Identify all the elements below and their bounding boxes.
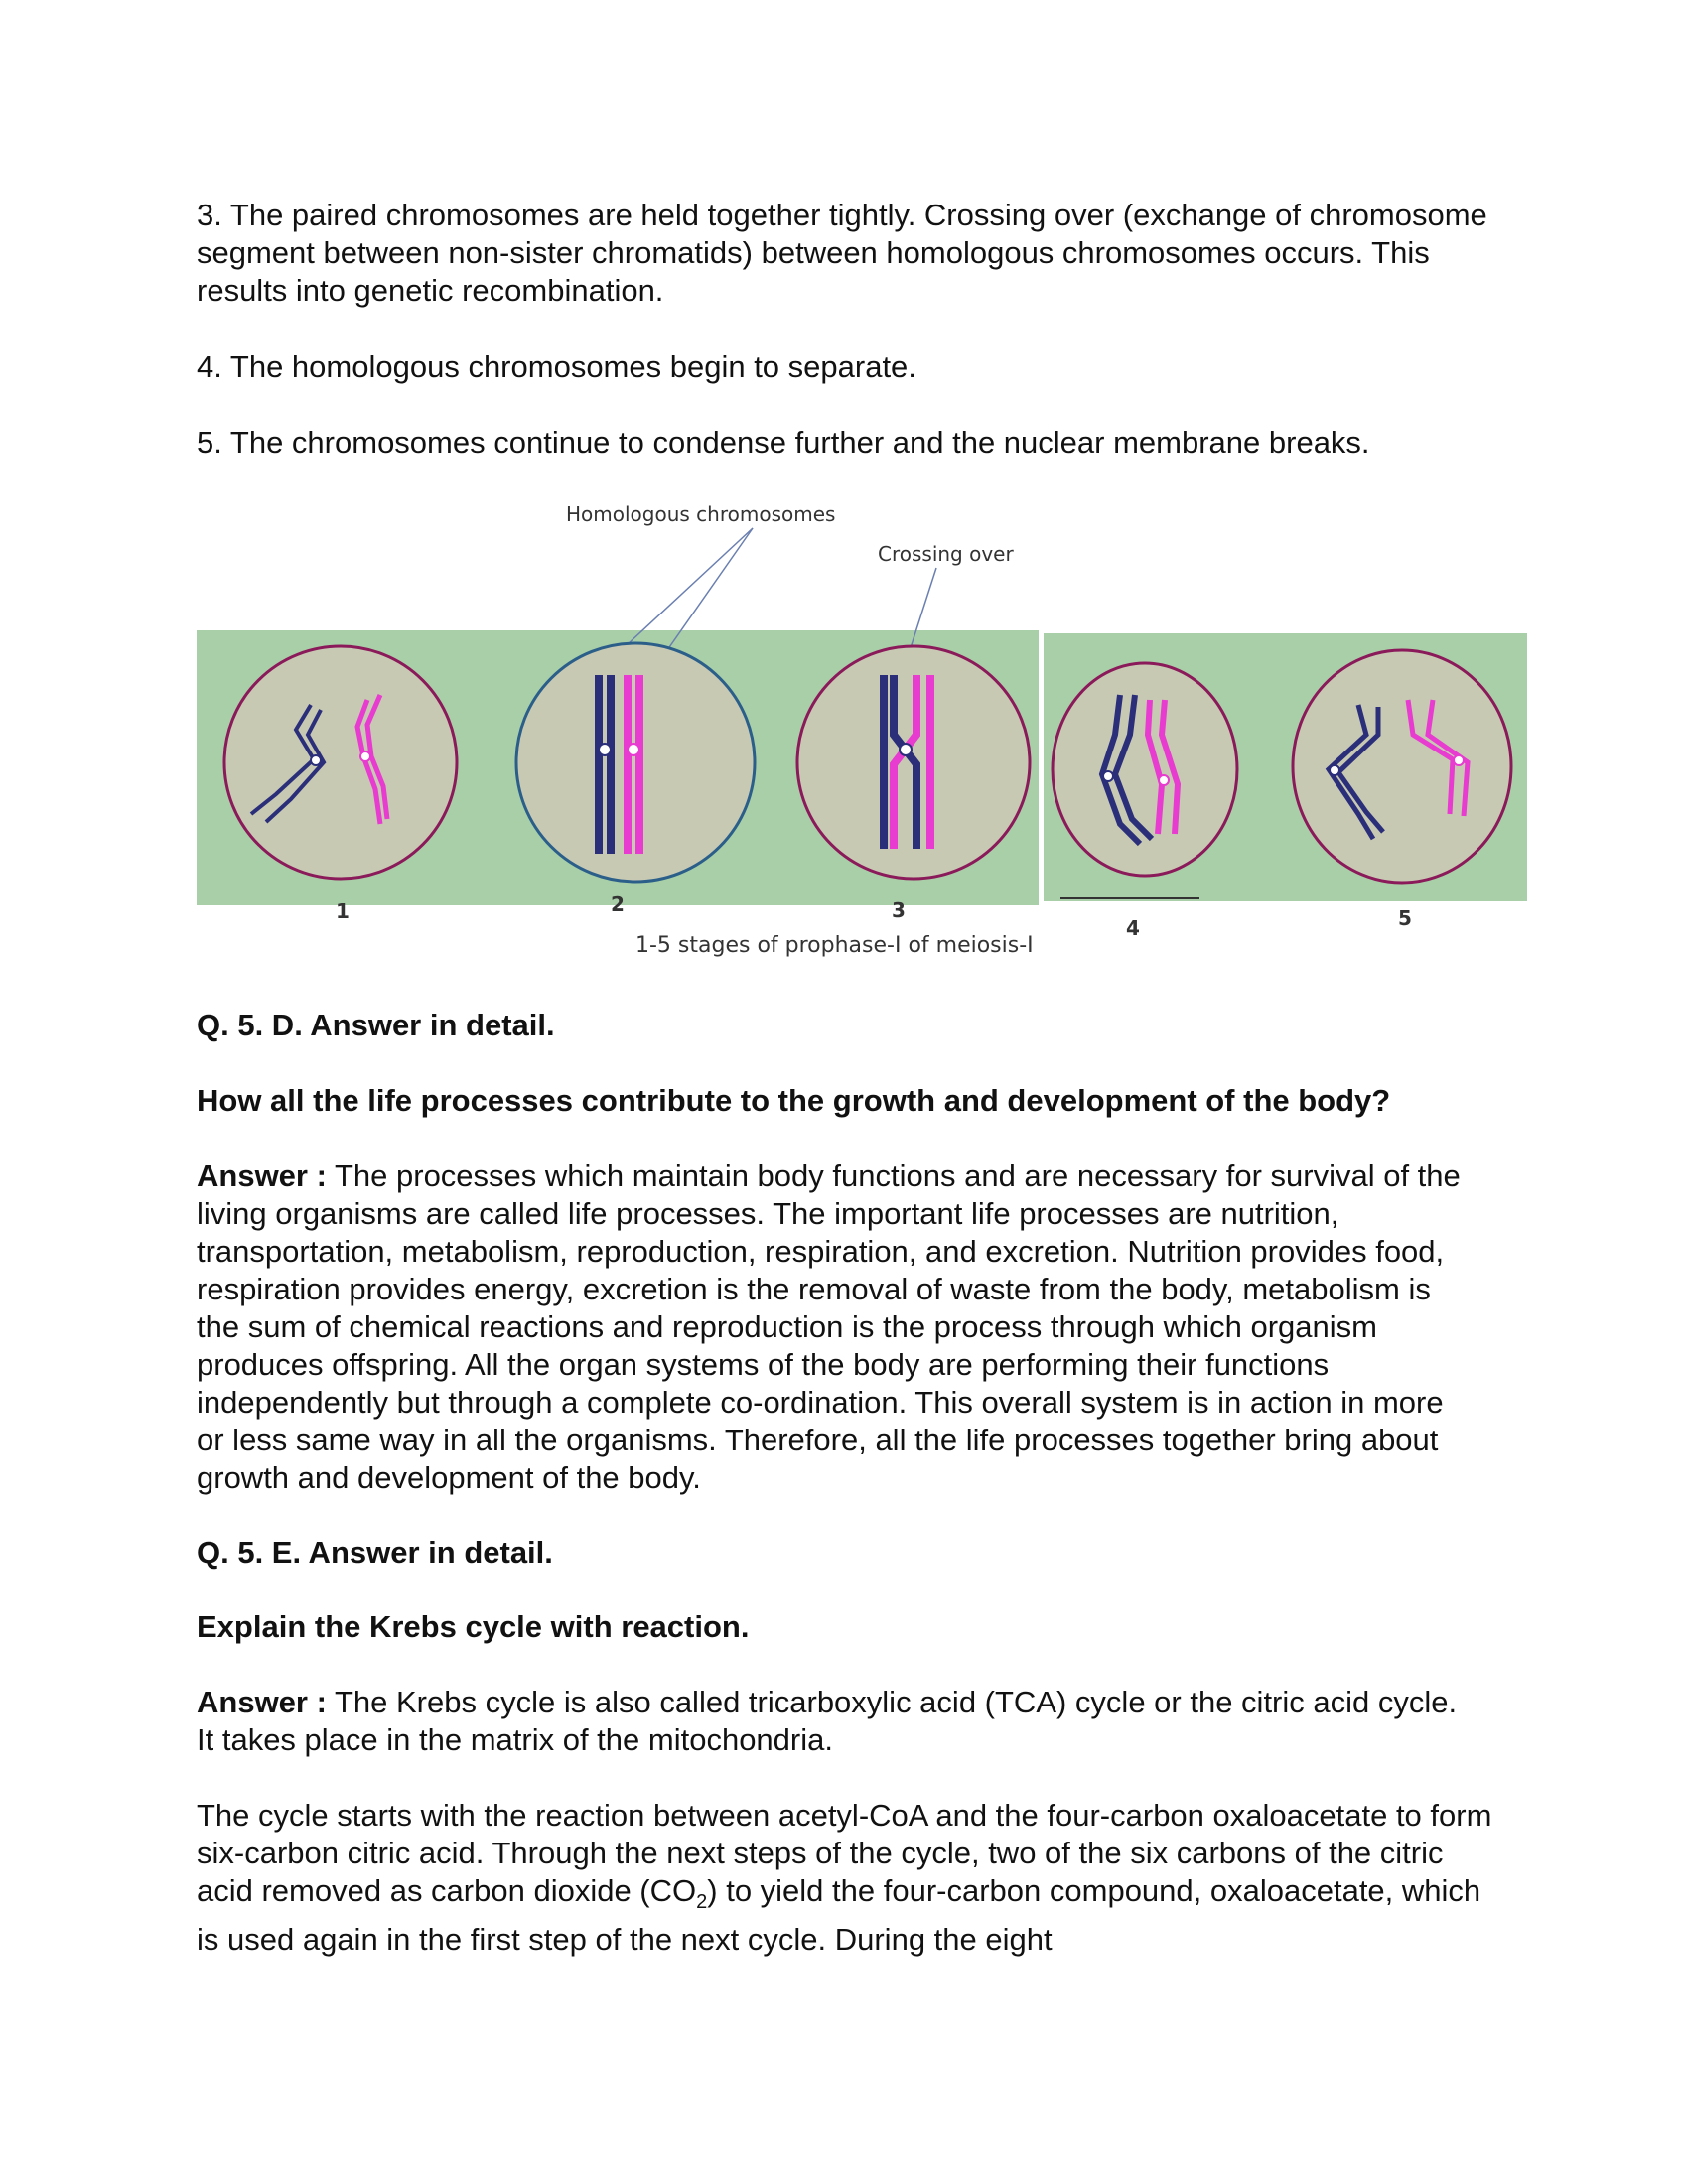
label-crossing-over: Crossing over (878, 542, 1014, 566)
pointer-line (627, 528, 753, 645)
q5d-question: How all the life processes contribute to the growth and development of the body? (197, 1083, 1391, 1118)
q5e-paragraph-2 (197, 1797, 1497, 1959)
q5e-heading: Q. 5. E. Answer in detail. (197, 1535, 553, 1570)
cell-stage-5 (1293, 650, 1511, 883)
cell-stage-3 (797, 646, 1030, 879)
stage-number: 2 (611, 892, 625, 916)
subscript: 2 (696, 1891, 708, 1914)
prophase-figure (197, 496, 1527, 973)
paragraph-text: ) to yield the four-carbon compound, oxaloacetate, which is used again in the first step of the next cycle. During the eight (197, 1873, 1481, 1958)
paragraph-text: The cycle starts with the reaction between acetyl-CoA and the four-carbon oxaloacetate to form six-carbon citric acid. Through the next steps of the cycle, two of the six carbons of the citric acid removed as carbon dioxide (CO (197, 1798, 1492, 1908)
q5e-answer (197, 1684, 1477, 1759)
stage-number: 5 (1398, 906, 1412, 930)
point-4: 4. The homologous chromosomes begin to separate. (197, 349, 916, 384)
cell-stage-2 (516, 643, 755, 882)
answer-label: Answer : (197, 1159, 327, 1193)
q5e-question: Explain the Krebs cycle with reaction. (197, 1609, 750, 1644)
cell-stage-1 (224, 646, 457, 879)
label-homologous: Homologous chromosomes (566, 502, 836, 526)
figure-caption: 1-5 stages of prophase-I of meiosis-I (635, 933, 1034, 958)
point-5: 5. The chromosomes continue to condense further and the nuclear membrane breaks. (197, 425, 1370, 460)
answer-text: The processes which maintain body functions and are necessary for survival of the living organisms are called life processes. The important life processes are nutrition, transportation, metabolism, reproduction, respiration, and excretion. Nutrition provides food, respiration provides energy, excretion is the removal of waste from the body, metabolism is the sum of chemical reactions and reproduction is the process through which organism produces offspring. All the organ systems of the body are performing their functions independently but through a complete co-ordination. This overall system is in action in more or less same way in all the organisms. Therefore, all the life processes together bring about growth and development of the body. (197, 1159, 1461, 1495)
stage-number: 3 (892, 898, 906, 922)
answer-text: The Krebs cycle is also called tricarboxylic acid (TCA) cycle or the citric acid cycle. It takes place in the matrix of the mitochondria. (197, 1685, 1458, 1757)
q5d-heading: Q. 5. D. Answer in detail. (197, 1008, 555, 1042)
stage-number: 4 (1126, 916, 1140, 940)
point-3: 3. The paired chromosomes are held together tightly. Crossing over (exchange of chromosome segment between non-sister chromatids) between homologous chromosomes occurs. This results into genetic recombination. (197, 198, 1487, 308)
answer-label: Answer : (197, 1685, 327, 1719)
q5d-answer (197, 1158, 1477, 1497)
prophase-diagram (197, 496, 1527, 973)
stage-number: 1 (336, 899, 350, 923)
